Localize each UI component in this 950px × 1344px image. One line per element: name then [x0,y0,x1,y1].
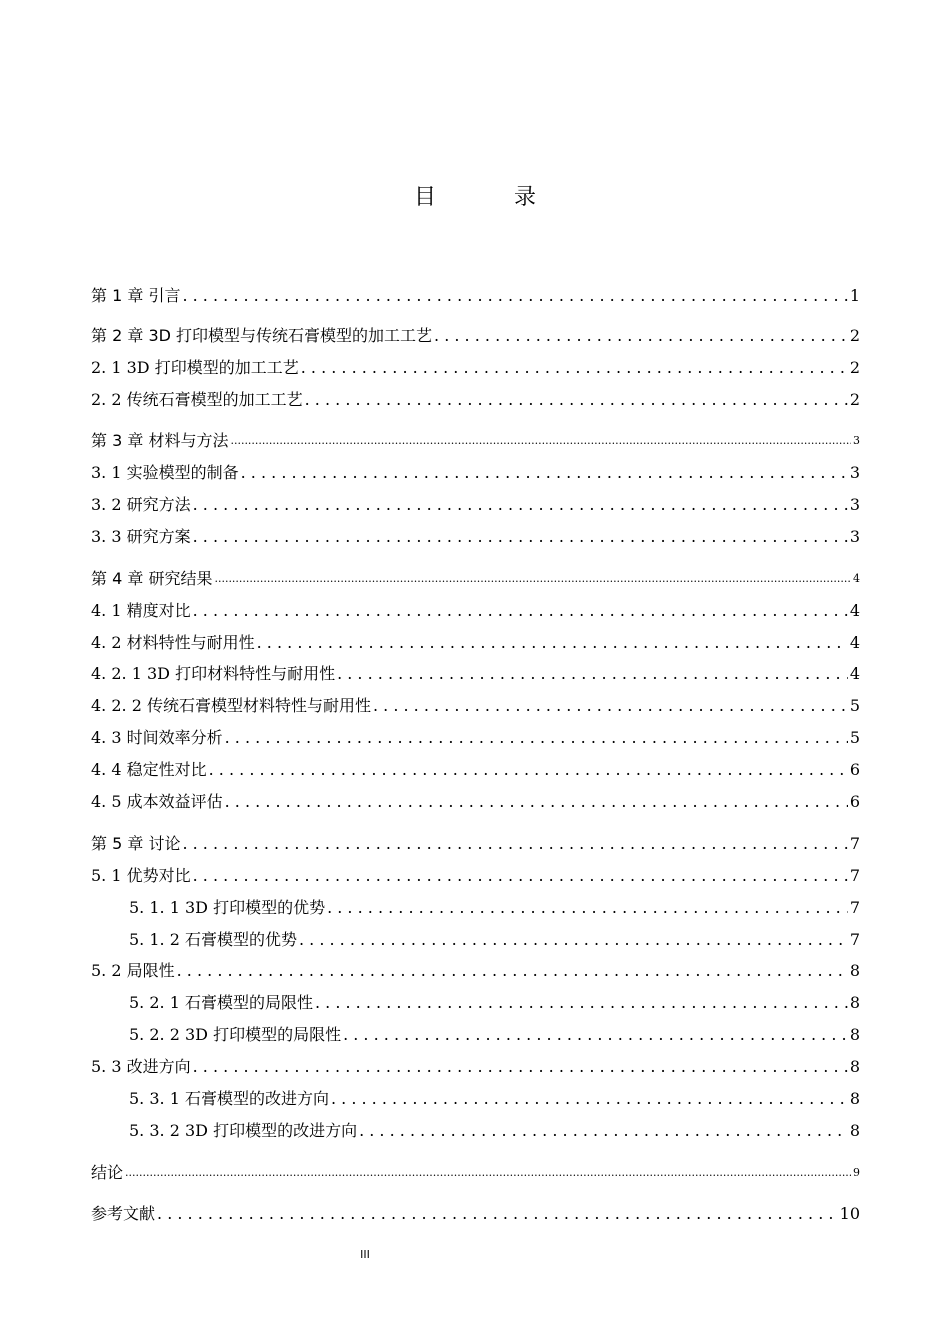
toc-label: 2. 2 传统石膏模型的加工工艺 [91,390,303,409]
toc-page: 2 [849,326,860,345]
toc-page: 4 [849,633,860,652]
toc-entry-4-4[interactable] [91,756,860,780]
toc-page: 6 [849,792,860,811]
toc-label: 3. 1 实验模型的制备 [91,463,239,482]
toc-page: 4 [849,664,860,683]
toc-entry-4-2-2[interactable] [91,692,860,716]
toc-page: 8 [849,961,860,980]
toc-entry-chapter-5[interactable] [91,830,860,854]
toc-label: 3. 2 研究方法 [91,495,191,514]
toc-page: 1 [849,286,860,305]
toc-entry-chapter-3[interactable] [91,427,860,451]
toc-label: 5. 2. 1 石膏模型的局限性 [129,993,313,1012]
toc-entry-5-3-2[interactable] [129,1117,860,1141]
toc-label: 3. 3 研究方案 [91,527,191,546]
toc-label: 5. 3. 2 3D 打印模型的改进方向 [129,1121,358,1140]
toc-label: 4. 2. 1 3D 打印材料特性与耐用性 [91,664,336,683]
toc-label: 第 5 章 讨论 [91,834,181,853]
toc-label: 参考文献 [91,1204,156,1223]
toc-entry-chapter-2[interactable] [91,322,860,346]
toc-entry-4-3[interactable] [91,724,860,748]
toc-page: 2 [849,358,860,377]
toc-label: 结论 [91,1163,124,1182]
toc-page: 6 [849,760,860,779]
toc-label: 4. 2. 2 传统石膏模型材料特性与耐用性 [91,696,371,715]
toc-page: 5 [849,728,860,747]
page-number-footer: III [360,1248,370,1261]
toc-label: 5. 1 优势对比 [91,866,191,885]
toc-label: 5. 2 局限性 [91,961,175,980]
toc-entry-chapter-4[interactable] [91,565,860,589]
toc-label: 第 3 章 材料与方法 [91,431,229,450]
toc-label: 5. 3. 1 石膏模型的改进方向 [129,1089,329,1108]
toc-entry-references[interactable] [91,1200,860,1224]
toc-page: 3 [849,495,860,514]
page-title: 目 录 [413,185,564,210]
toc-label: 5. 2. 2 3D 打印模型的局限性 [129,1025,342,1044]
toc-label: 第 2 章 3D 打印模型与传统石膏模型的加工工艺 [91,326,433,345]
toc-entry-5-3[interactable] [91,1053,860,1077]
toc-page: 7 [849,898,860,917]
toc-page: 8 [849,1057,860,1076]
toc-entry-5-3-1[interactable] [129,1085,860,1109]
toc-entry-4-2-1[interactable] [91,660,860,684]
toc-label: 5. 1. 1 3D 打印模型的优势 [129,898,326,917]
toc-entry-2-1[interactable] [91,354,860,378]
toc-label: 5. 1. 2 石膏模型的优势 [129,930,297,949]
toc-entry-conclusion[interactable] [91,1159,860,1183]
toc-page: 3 [849,463,860,482]
toc-page: 10 [839,1204,860,1223]
toc-page: 3 [853,434,860,447]
toc-label: 4. 3 时间效率分析 [91,728,223,747]
toc-entry-2-2[interactable] [91,386,860,410]
toc-page: 8 [849,1121,860,1140]
toc-page: 2 [849,390,860,409]
toc-label: 第 4 章 研究结果 [91,569,213,588]
toc-label: 4. 2 材料特性与耐用性 [91,633,255,652]
toc-entry-5-1[interactable] [91,862,860,886]
toc-label: 第 1 章 引言 [91,286,181,305]
toc-page: 7 [849,866,860,885]
toc-entry-3-1[interactable] [91,459,860,483]
toc-entry-chapter-1[interactable] [91,282,860,306]
toc-page: 8 [849,993,860,1012]
toc-page: 9 [853,1166,860,1179]
toc-label: 4. 4 稳定性对比 [91,760,207,779]
toc-entry-5-2[interactable] [91,957,860,981]
toc-entry-5-2-1[interactable] [129,989,860,1013]
toc-entry-5-1-2[interactable] [129,926,860,950]
toc-entry-3-3[interactable] [91,523,860,547]
toc-page: 3 [849,527,860,546]
toc-page: 7 [849,834,860,853]
toc-page: 8 [849,1089,860,1108]
toc-label: 2. 1 3D 打印模型的加工工艺 [91,358,299,377]
toc-entry-4-1[interactable] [91,597,860,621]
toc-entry-5-1-1[interactable] [129,894,860,918]
toc-label: 4. 1 精度对比 [91,601,191,620]
toc-page: 8 [849,1025,860,1044]
toc-page: 7 [849,930,860,949]
toc-page: 4 [849,601,860,620]
toc-page: 5 [849,696,860,715]
toc-label: 5. 3 改进方向 [91,1057,191,1076]
toc-label: 4. 5 成本效益评估 [91,792,223,811]
toc-entry-4-2[interactable] [91,629,860,653]
toc-entry-5-2-2[interactable] [129,1021,860,1045]
toc-page: 4 [853,572,860,585]
toc-entry-4-5[interactable] [91,788,860,812]
toc-entry-3-2[interactable] [91,491,860,515]
